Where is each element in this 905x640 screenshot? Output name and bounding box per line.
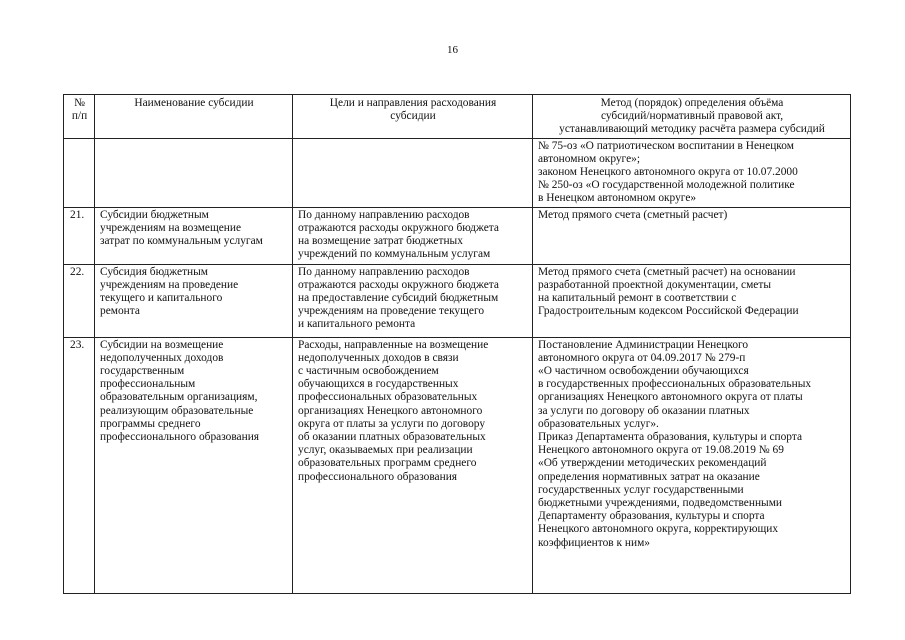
row-number <box>64 138 95 207</box>
method-cell: Метод прямого счета (сметный расчет) на основании разработанной проектной документации, сметы на капитальный ремонт в соответствии с Градостроительным кодексом Российской Федерации <box>533 264 851 337</box>
row-number: 23. <box>64 337 95 593</box>
page-number: 16 <box>447 44 458 56</box>
header-number: № п/п <box>64 95 95 139</box>
method-cell: № 75-оз «О патриотическом воспитании в Ненецком автономном округе»; законом Ненецкого автономного округа от 10.07.2000 № 250-оз «О государственной молодежной политике в Ненецком автономном округе» <box>533 138 851 207</box>
header-subsidy-name: Наименование субсидии <box>95 95 293 139</box>
header-purpose: Цели и направления расходования субсидии <box>293 95 533 139</box>
table-row <box>64 138 851 207</box>
purpose-cell: Расходы, направленные на возмещение недополученных доходов в связи с частичным освобождением обучающихся в государственных профессиональных образовательных организациях Ненецкого автономного округа от платы за услуги по договору об оказании платных образовательных услуг, оказываемых при реализации образовательных программ среднего профессионального образования <box>293 337 533 593</box>
header-method: Метод (порядок) определения объёма субсидий/нормативный правовой акт, устанавливающий методику расчёта размера субсидий <box>533 95 851 139</box>
subsidy-name-cell <box>95 138 293 207</box>
purpose-cell: По данному направлению расходов отражаются расходы окружного бюджета на возмещение затрат бюджетных учреждений по коммунальным услугам <box>293 207 533 264</box>
purpose-cell <box>293 138 533 207</box>
subsidy-name-cell: Субсидии бюджетным учреждениям на возмещение затрат по коммунальным услугам <box>95 207 293 264</box>
subsidy-name-cell: Субсидии на возмещение недополученных доходов государственным профессиональным образовательным организациям, реализующим образовательные программы среднего профессионального образования <box>95 337 293 593</box>
table-row <box>64 337 851 593</box>
table-header-row <box>64 95 851 139</box>
row-number: 22. <box>64 264 95 337</box>
subsidies-table <box>63 94 851 594</box>
row-number: 21. <box>64 207 95 264</box>
subsidy-name-cell: Субсидия бюджетным учреждениям на проведение текущего и капитального ремонта <box>95 264 293 337</box>
table-row <box>64 207 851 264</box>
table-row <box>64 264 851 337</box>
purpose-cell: По данному направлению расходов отражаются расходы окружного бюджета на предоставление субсидий бюджетным учреждениям на проведение текущего и капитального ремонта <box>293 264 533 337</box>
method-cell: Постановление Администрации Ненецкого автономного округа от 04.09.2017 № 279-п «О частичном освобождении обучающихся в государственных профессиональных образовательных организациях Ненецкого автономного округа от платы за услуги по договору об оказании платных образовательных услуг». Приказ Департамента образования, культуры и спорта Ненецкого автономного округа от 19.08.2019 № 69 «Об утверждении методических рекомендаций определения нормативных затрат на оказание государственных услуг государственными бюджетными учреждениями, подведомственными Департаменту образования, культуры и спорта Ненецкого автономного округа, корректирующих коэффициентов к ним» <box>533 337 851 593</box>
method-cell: Метод прямого счета (сметный расчет) <box>533 207 851 264</box>
